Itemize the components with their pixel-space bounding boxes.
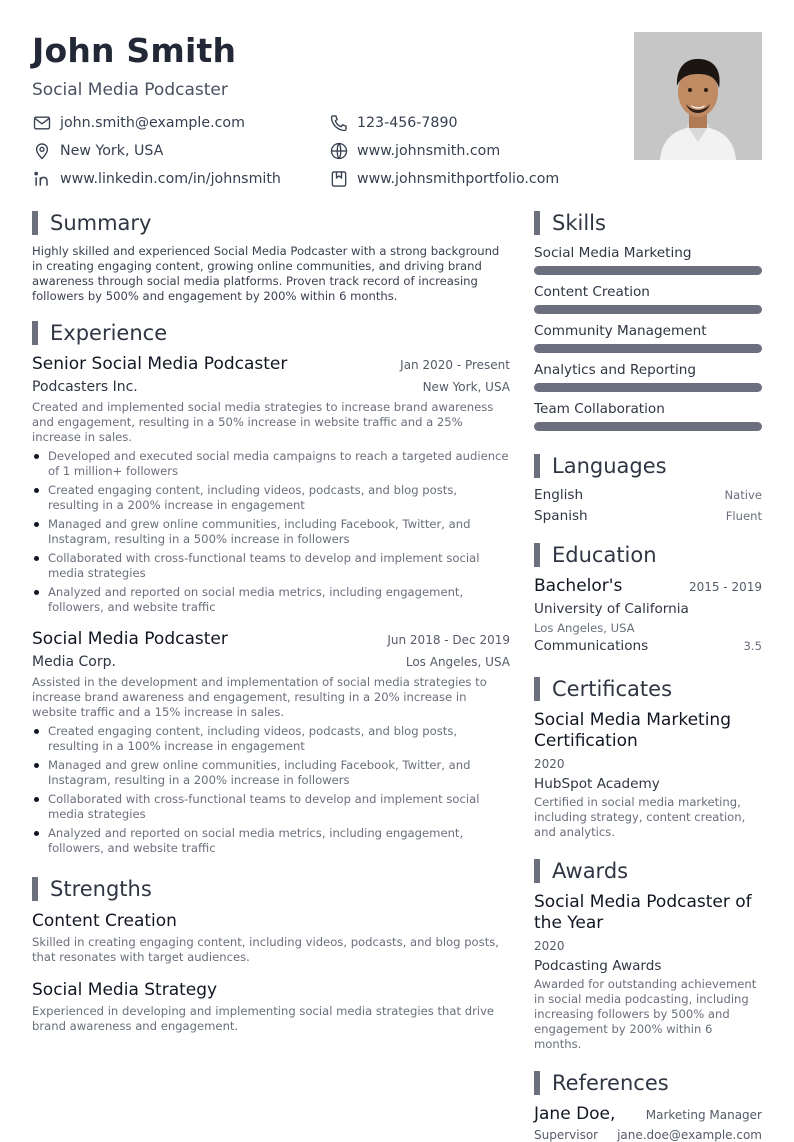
skill-item (534, 400, 762, 431)
section-accent-bar (534, 859, 540, 883)
summary-text: Highly skilled and experienced Social Media Podcaster with a strong background in creating engaging content, growing online communities, and driving brand awareness through social media platforms. Proven track record of increasing followers by 500% and engagement by 200% within 6 months. (32, 244, 500, 303)
strength-title: Content Creation (32, 911, 177, 931)
job-description: Created and implemented social media strategies to increase brand awareness and engagement, resulting in a 50% increase in website traffic and a 25% increase in sales. (32, 400, 494, 444)
job-title: Senior Social Media Podcaster (32, 354, 288, 374)
language-item (534, 487, 762, 503)
mail-icon (32, 113, 52, 133)
job-bullet-list (32, 724, 510, 856)
skill-name: Analytics and Reporting (534, 362, 697, 378)
skill-item (534, 244, 762, 275)
section-accent-bar (534, 211, 540, 235)
section-title: Awards (552, 859, 629, 883)
bullet-dot-icon (34, 556, 39, 561)
languages-heading (534, 453, 762, 479)
job-bullet: Analyzed and reported on social media metrics, including engagement, followers, and website traffic (32, 585, 510, 615)
job-bullet-list (32, 449, 510, 615)
bullet-dot-icon (34, 488, 39, 493)
reference-role: Marketing Manager (645, 1108, 762, 1122)
section-accent-bar (32, 321, 38, 345)
avatar-portrait (634, 32, 762, 160)
summary-heading (32, 210, 510, 236)
strength-description: Skilled in creating engaging content, including videos, podcasts, and blog posts, that resonates with target audiences. (32, 935, 499, 964)
skill-item (534, 361, 762, 392)
strength-description: Experienced in developing and implementing social media strategies that drive brand awareness and engagement. (32, 1004, 495, 1033)
candidate-title: Social Media Podcaster (32, 80, 228, 100)
award-description: Awarded for outstanding achievement in social media podcasting, including increasing followers by 500% and engagement by 200% within 6 months. (534, 977, 757, 1051)
contact-phone[interactable] (329, 112, 458, 134)
skill-item (534, 322, 762, 353)
section-title: References (552, 1071, 669, 1095)
section-accent-bar (32, 211, 38, 235)
certificate-year: 2020 (534, 757, 565, 771)
job-date: Jan 2020 - Present (400, 358, 510, 372)
certificate-description: Certified in social media marketing, including strategy, content creation, and analytics. (534, 795, 746, 839)
reference-entry (534, 1104, 762, 1142)
award-entry (534, 892, 762, 1052)
award-issuer: Podcasting Awards (534, 958, 662, 974)
resume-header (32, 30, 632, 202)
contact-portfolio[interactable] (329, 168, 559, 190)
section-title: Skills (552, 211, 606, 235)
education-field: Communications (534, 638, 649, 654)
section-title: Strengths (50, 877, 152, 901)
bullet-dot-icon (34, 522, 39, 527)
strength-entry (32, 910, 510, 965)
section-title: Summary (50, 211, 152, 235)
section-accent-bar (534, 543, 540, 567)
linkedin-text: www.linkedin.com/in/johnsmith (60, 171, 281, 187)
certificate-title: Social Media Marketing Certification (534, 710, 731, 751)
contact-email[interactable] (32, 112, 245, 134)
education-school: University of California (534, 601, 689, 617)
education-heading (534, 542, 762, 568)
award-year: 2020 (534, 939, 565, 953)
skill-level-bar (534, 383, 762, 392)
section-title: Languages (552, 454, 667, 478)
job-company: Media Corp. (32, 654, 116, 670)
job-date: Jun 2018 - Dec 2019 (387, 633, 510, 647)
contact-linkedin[interactable] (32, 168, 281, 190)
strength-title: Social Media Strategy (32, 980, 218, 1000)
language-level: Native (724, 488, 762, 502)
job-bullet: Created engaging content, including videos, podcasts, and blog posts, resulting in a 200% increase in engagement (32, 483, 510, 513)
section-title: Education (552, 543, 657, 567)
contact-website[interactable] (329, 140, 500, 162)
language-item (534, 508, 762, 524)
section-accent-bar (534, 1071, 540, 1095)
bullet-dot-icon (34, 590, 39, 595)
job-bullet: Created engaging content, including videos, podcasts, and blog posts, resulting in a 100% increase in engagement (32, 724, 510, 754)
website-text: www.johnsmith.com (357, 143, 501, 159)
section-accent-bar (32, 877, 38, 901)
education-date: 2015 - 2019 (688, 580, 762, 594)
awards-heading (534, 858, 762, 884)
experience-entry (32, 629, 510, 856)
certificates-heading (534, 676, 762, 702)
skills-heading (534, 210, 762, 236)
right-column (534, 210, 762, 1142)
skill-level-bar (534, 422, 762, 431)
job-bullet: Developed and executed social media campaigns to reach a targeted audience of 1 million+ followers (32, 449, 510, 479)
portfolio-icon (329, 169, 349, 189)
experience-heading (32, 320, 510, 346)
certificate-issuer: HubSpot Academy (534, 776, 660, 792)
award-title: Social Media Podcaster of the Year (534, 892, 752, 933)
job-description: Assisted in the development and implementation of social media strategies to increase brand awareness and engagement, resulting in a 20% increase in website traffic and a 15% increase in sales. (32, 675, 487, 719)
education-entry (534, 576, 762, 654)
skill-level-bar (534, 305, 762, 314)
job-location: Los Angeles, USA (405, 655, 510, 669)
job-location: New York, USA (422, 380, 510, 394)
bullet-dot-icon (34, 831, 39, 836)
portfolio-text: www.johnsmithportfolio.com (357, 171, 560, 187)
job-bullet: Collaborated with cross-functional teams to develop and implement social media strategies (32, 792, 510, 822)
skill-level-bar (534, 266, 762, 275)
experience-entry (32, 354, 510, 615)
section-accent-bar (534, 454, 540, 478)
job-title: Social Media Podcaster (32, 629, 228, 649)
skill-item (534, 283, 762, 314)
location-pin-icon (32, 141, 52, 161)
contact-location (32, 140, 163, 162)
language-level: Fluent (725, 509, 762, 523)
bullet-dot-icon (34, 797, 39, 802)
job-bullet: Collaborated with cross-functional teams to develop and implement social media strategies (32, 551, 510, 581)
language-name: English (534, 487, 584, 503)
skill-level-bar (534, 344, 762, 353)
profile-photo (634, 32, 762, 160)
skill-name: Community Management (534, 323, 707, 339)
education-gpa: 3.5 (743, 639, 762, 653)
education-location: Los Angeles, USA (534, 621, 635, 635)
location-text: New York, USA (60, 143, 164, 159)
certificate-entry (534, 710, 762, 840)
strengths-heading (32, 876, 510, 902)
strength-entry (32, 979, 510, 1034)
email-text: john.smith@example.com (60, 115, 245, 131)
job-bullet: Analyzed and reported on social media metrics, including engagement, followers, and website traffic (32, 826, 510, 856)
reference-relation: Supervisor (534, 1128, 599, 1142)
references-heading (534, 1070, 762, 1096)
reference-email[interactable]: jane.doe@example.com (617, 1128, 762, 1142)
job-bullet: Managed and grew online communities, including Facebook, Twitter, and Instagram, resulting in a 200% increase in followers (32, 758, 510, 788)
bullet-dot-icon (34, 729, 39, 734)
job-bullet: Managed and grew online communities, including Facebook, Twitter, and Instagram, resulting in a 500% increase in followers (32, 517, 510, 547)
section-title: Certificates (552, 677, 673, 701)
section-title: Experience (50, 321, 168, 345)
language-name: Spanish (534, 508, 588, 524)
left-column (32, 210, 510, 1044)
skill-name: Content Creation (534, 284, 650, 300)
phone-text: 123-456-7890 (357, 115, 458, 131)
reference-name: Jane Doe, (534, 1104, 616, 1124)
skill-name: Social Media Marketing (534, 245, 692, 261)
linkedin-icon (32, 169, 52, 189)
section-accent-bar (534, 677, 540, 701)
globe-icon (329, 141, 349, 161)
job-company: Podcasters Inc. (32, 379, 138, 395)
bullet-dot-icon (34, 454, 39, 459)
skill-name: Team Collaboration (534, 401, 665, 417)
phone-icon (329, 113, 349, 133)
candidate-name: John Smith (32, 31, 237, 70)
contact-list (32, 112, 632, 202)
education-degree: Bachelor's (534, 576, 623, 596)
bullet-dot-icon (34, 763, 39, 768)
